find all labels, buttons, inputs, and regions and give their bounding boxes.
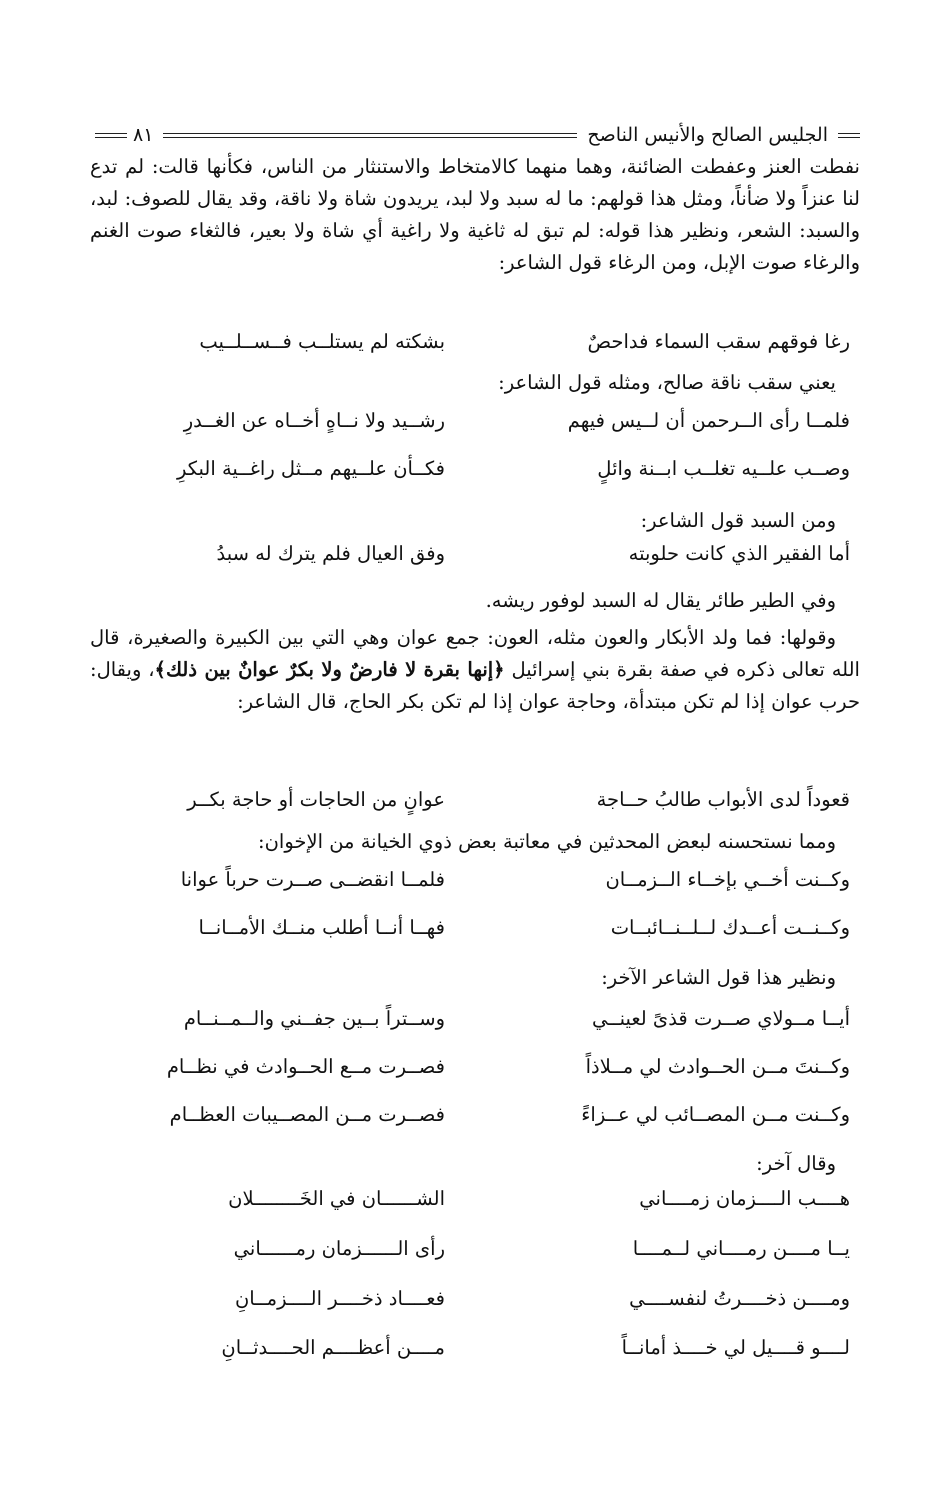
verse-2-hemistich-2: رشــيد ولا نــاهٍ أخــاه عن الغــدرِ — [183, 409, 445, 432]
page-number: ٨١ — [133, 124, 154, 146]
verse-9-hemistich-2: فصــرت مــع الحــوادث في نظــام — [166, 1055, 445, 1078]
verse-6-hemistich-2: فلمــا انقضــى صــرت حرباً عوانا — [180, 868, 445, 891]
verse-13-hemistich-1: ومــــن ذخــــرتُ لنفســــي — [629, 1287, 850, 1310]
verse-4-hemistich-2: وفق العيال فلم يترك له سبدُ — [216, 542, 445, 565]
header-rule — [163, 133, 577, 138]
verse-5-hemistich-1: قعوداً لدى الأبواب طالبُ حــاجة — [596, 788, 850, 811]
verse-7-hemistich-2: فهــا أنــا أطلب منــك الأمــانــا — [198, 916, 445, 939]
verse-11 — [90, 1187, 860, 1219]
header-rule-start — [838, 133, 860, 138]
verse-6-hemistich-1: وكــنت أخــي بإخــاء الــزمــان — [605, 868, 850, 891]
verse-13 — [90, 1287, 860, 1319]
verse-10-hemistich-1: وكــنت مــن المصــائب لي عــزاءً — [581, 1103, 850, 1126]
paragraph-3: ومن السبد قول الشاعر: — [640, 509, 836, 532]
verse-2-hemistich-1: فلمــا رأى الــرحمن أن لــيس فيهم — [567, 409, 850, 432]
paragraph-5 — [90, 622, 860, 718]
verse-6 — [90, 868, 860, 900]
verse-11-hemistich-2: الشــــــان في الخَــــــــلان — [228, 1187, 445, 1210]
verse-5 — [90, 788, 860, 820]
paragraph-4: وفي الطير طائر يقال له السبد لوفور ريشه. — [485, 589, 836, 612]
quran-quote: ﴿إنها بقرة لا فارضٌ ولا بكرٌ عوانٌ بين ذلك﴾ — [154, 658, 505, 681]
verse-3-hemistich-2: فكــأن علــيهم مــثل راغــية البكرِ — [176, 457, 445, 480]
verse-8 — [90, 1007, 860, 1039]
verse-4 — [90, 542, 860, 574]
verse-3 — [90, 457, 860, 489]
verse-9-hemistich-1: وكــنتَ مــن الحــوادث لي مــلاذاً — [585, 1055, 850, 1078]
verse-12-hemistich-2: رأى الــــــزمان رمــــــاني — [233, 1237, 445, 1260]
verse-14 — [90, 1336, 860, 1368]
verse-8-hemistich-1: أيــا مــولاي صــرت قذىً لعينــي — [591, 1007, 850, 1030]
verse-10-hemistich-2: فصــرت مــن المصــيبات العظــام — [169, 1103, 445, 1126]
header-rule-end — [95, 133, 127, 138]
verse-1-hemistich-1: رغا فوقهم سقب السماء فداحصٌ — [587, 330, 850, 353]
paragraph-5-text-a: وقولها: فما ولد الأبكار والعون مثله، العون: جمع عوان وهي التي بين الكبيرة والصغيرة، قال الله تعالى ذكره في صفة بقرة بني إسرائيل — [90, 626, 860, 681]
paragraph-7: ونظير هذا قول الشاعر الآخر: — [601, 966, 836, 989]
verse-12 — [90, 1237, 860, 1269]
verse-3-hemistich-1: وصــب علــيه تغلــب ابــنة وائلٍ — [597, 457, 850, 480]
paragraph-6: ومما نستحسنه لبعض المحدثين في معاتبة بعض ذوي الخيانة من الإخوان: — [258, 830, 836, 853]
verse-8-hemistich-2: وســتراً بــين جفــني والــمــنــام — [183, 1007, 445, 1030]
verse-13-hemistich-2: فعــــاد ذخــــر الــــزمــانِ — [234, 1287, 445, 1310]
verse-5-hemistich-2: عوانٍ من الحاجات أو حاجة بكــر — [187, 788, 445, 811]
verse-14-hemistich-1: لــــو قــــيل لي خــــذ أمانــاً — [621, 1336, 850, 1359]
header-title: الجليس الصالح والأنيس الناصح — [587, 124, 828, 146]
verse-1-hemistich-2: بشكته لم يستلــب فــســلــيب — [199, 330, 445, 353]
verse-9 — [90, 1055, 860, 1087]
verse-7 — [90, 916, 860, 948]
paragraph-5-text-b: ، ويقال: حرب عوان إذا لم تكن مبتدأة، وحاجة عوان إذا لم تكن بكر الحاج، قال الشاعر: — [90, 658, 860, 713]
running-header — [95, 118, 860, 152]
verse-7-hemistich-1: وكــنــت أعــدك لــلــنــائبــات — [610, 916, 850, 939]
verse-10 — [90, 1103, 860, 1135]
verse-14-hemistich-2: مــــن أعظــــم الحــــدثــانِ — [221, 1336, 445, 1359]
verse-2 — [90, 409, 860, 441]
verse-4-hemistich-1: أما الفقير الذي كانت حلوبته — [628, 542, 850, 565]
paragraph-2: يعني سقب ناقة صالح، ومثله قول الشاعر: — [498, 371, 836, 394]
verse-12-hemistich-1: يــا مــــن رمــــاني لــمــــا — [632, 1237, 850, 1260]
verse-11-hemistich-1: هــــب الــــزمان زمــــاني — [639, 1187, 850, 1210]
paragraph-8: وقال آخر: — [756, 1152, 836, 1175]
verse-1 — [90, 330, 860, 362]
paragraph-1: نفطت العنز وعفطت الضائنة، وهما منهما كالامتخاط والاستنثار من الناس، فكأنها قالت: لم تدع لنا عنزاً ولا ضأناً، ومثل هذا قولهم: ما له سبد ولا لبد، يريدون شاة ولا ناقة، وقد يقال للصوف: لبد، والسبد: الشعر، ونظير هذا قوله: لم تبق له ثاغية ولا راغية أي شاة ولا بعير، فالثغاء صوت الغنم والرغاء صوت الإبل، ومن الرغاء قول الشاعر: — [90, 155, 860, 274]
